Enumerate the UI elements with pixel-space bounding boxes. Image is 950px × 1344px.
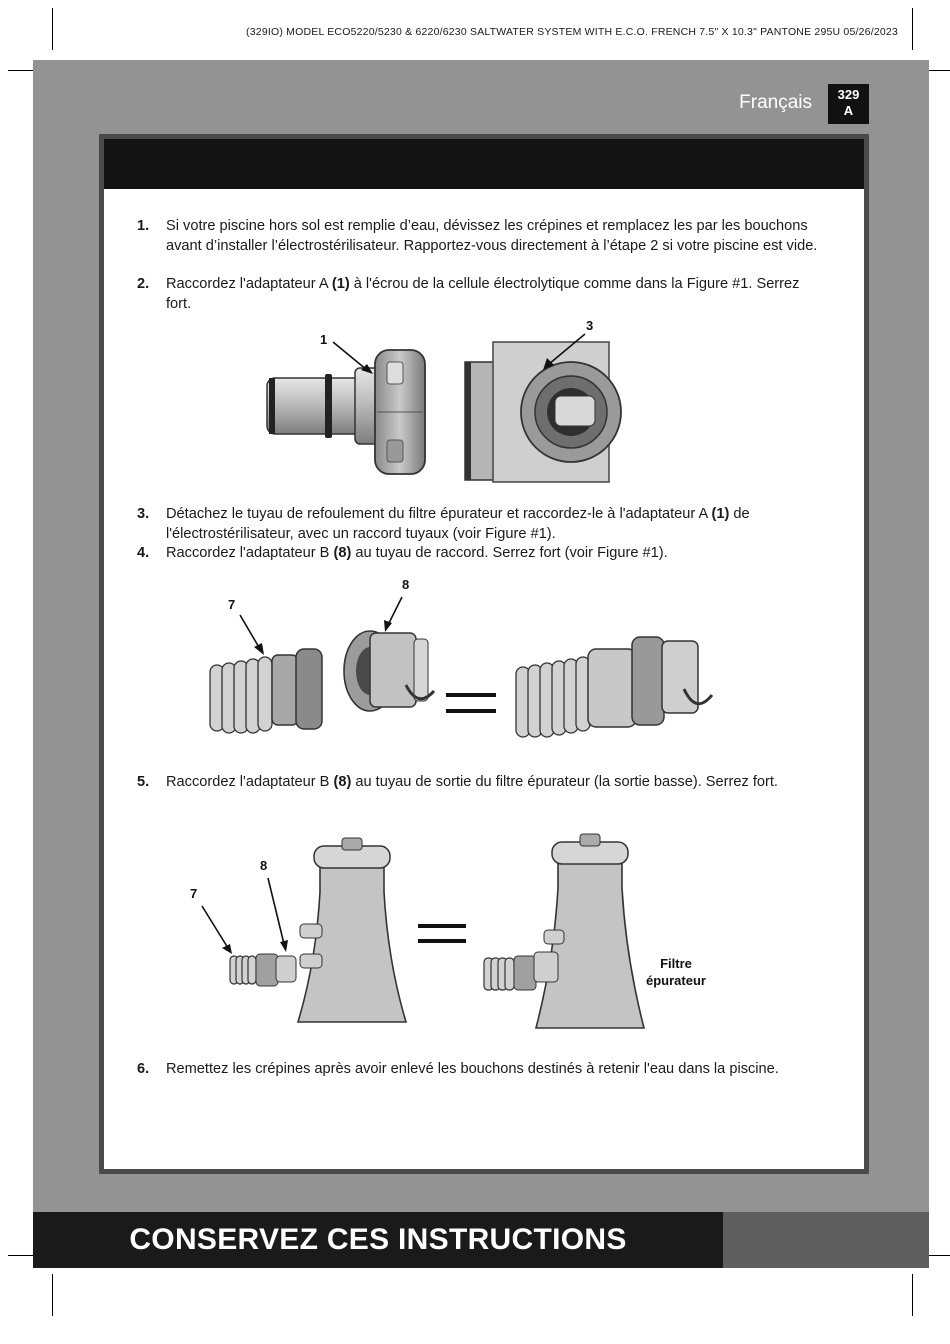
- step-number: 4.: [137, 545, 150, 561]
- footer-accent-block: [723, 1212, 929, 1268]
- callout-label: 1: [320, 332, 328, 347]
- callout-label: 7: [228, 597, 236, 612]
- crop-mark: [912, 8, 913, 50]
- callout-label: 7: [190, 886, 198, 901]
- step-number: 2.: [137, 276, 150, 292]
- page-number-badge: [828, 84, 869, 124]
- step-text: Détachez le tuyau de refoulement du filtre épurateur et raccordez-le à l'adaptateur A (1) de l'électrostérilisateur, avec un raccord tuyaux (voir Figure #1).: [166, 506, 750, 542]
- step-number: 5.: [137, 774, 150, 790]
- step-text: Remettez les crépines après avoir enlevé les bouchons destinés à retenir l'eau dans la piscine.: [166, 1061, 779, 1077]
- step-number: 3.: [137, 506, 150, 522]
- callout-label: 3: [586, 318, 594, 333]
- step-4: [137, 544, 827, 564]
- figure-adapter-b: [200, 575, 760, 745]
- callout-label: 8: [260, 858, 268, 873]
- step-2: [137, 275, 827, 314]
- footer-banner: [33, 1212, 723, 1268]
- page-number: 329: [837, 87, 860, 102]
- step-text: Raccordez l'adaptateur B (8) au tuyau de raccord. Serrez fort (voir Figure #1).: [166, 545, 668, 561]
- step-text: Si votre piscine hors sol est remplie d’eau, dévissez les crépines et remplacez les par les bouchons avant d’installer l’électrostérilisateur. Rapportez-vous directement à l’étape 2 si votre piscine est vide.: [166, 218, 818, 254]
- step-text: Raccordez l'adaptateur A (1) à l'écrou de la cellule électrolytique comme dans la Figure #1. Serrez fort.: [166, 276, 800, 312]
- step-5: [137, 773, 827, 793]
- print-header: (329IO) MODEL ECO5220/5230 & 6220/6230 SALTWATER SYSTEM WITH E.C.O. FRENCH 7.5" X 10.3" PANTONE 295U 05/26/2023: [246, 26, 898, 38]
- crop-mark: [52, 8, 53, 50]
- filter-caption-line2: épurateur: [646, 973, 706, 988]
- page-suffix: A: [843, 103, 854, 118]
- step-number: 6.: [137, 1061, 150, 1077]
- footer-title: CONSERVEZ CES INSTRUCTIONS: [129, 1223, 627, 1256]
- language-label: Français: [739, 92, 812, 113]
- crop-mark: [912, 1274, 913, 1316]
- callout-label: 8: [402, 577, 410, 592]
- step-text: Raccordez l'adaptateur B (8) au tuyau de sortie du filtre épurateur (la sortie basse). Serrez fort.: [166, 774, 778, 790]
- panel-header-bar: [104, 139, 864, 189]
- step-6: [137, 1060, 827, 1080]
- crop-mark: [52, 1274, 53, 1316]
- filter-caption-line1: Filtre: [660, 956, 692, 971]
- step-1: [137, 217, 827, 256]
- step-number: 1.: [137, 218, 150, 234]
- figure-adapter-a: [255, 312, 625, 487]
- figure-filter-pump: [180, 832, 740, 1044]
- step-3: [137, 505, 827, 544]
